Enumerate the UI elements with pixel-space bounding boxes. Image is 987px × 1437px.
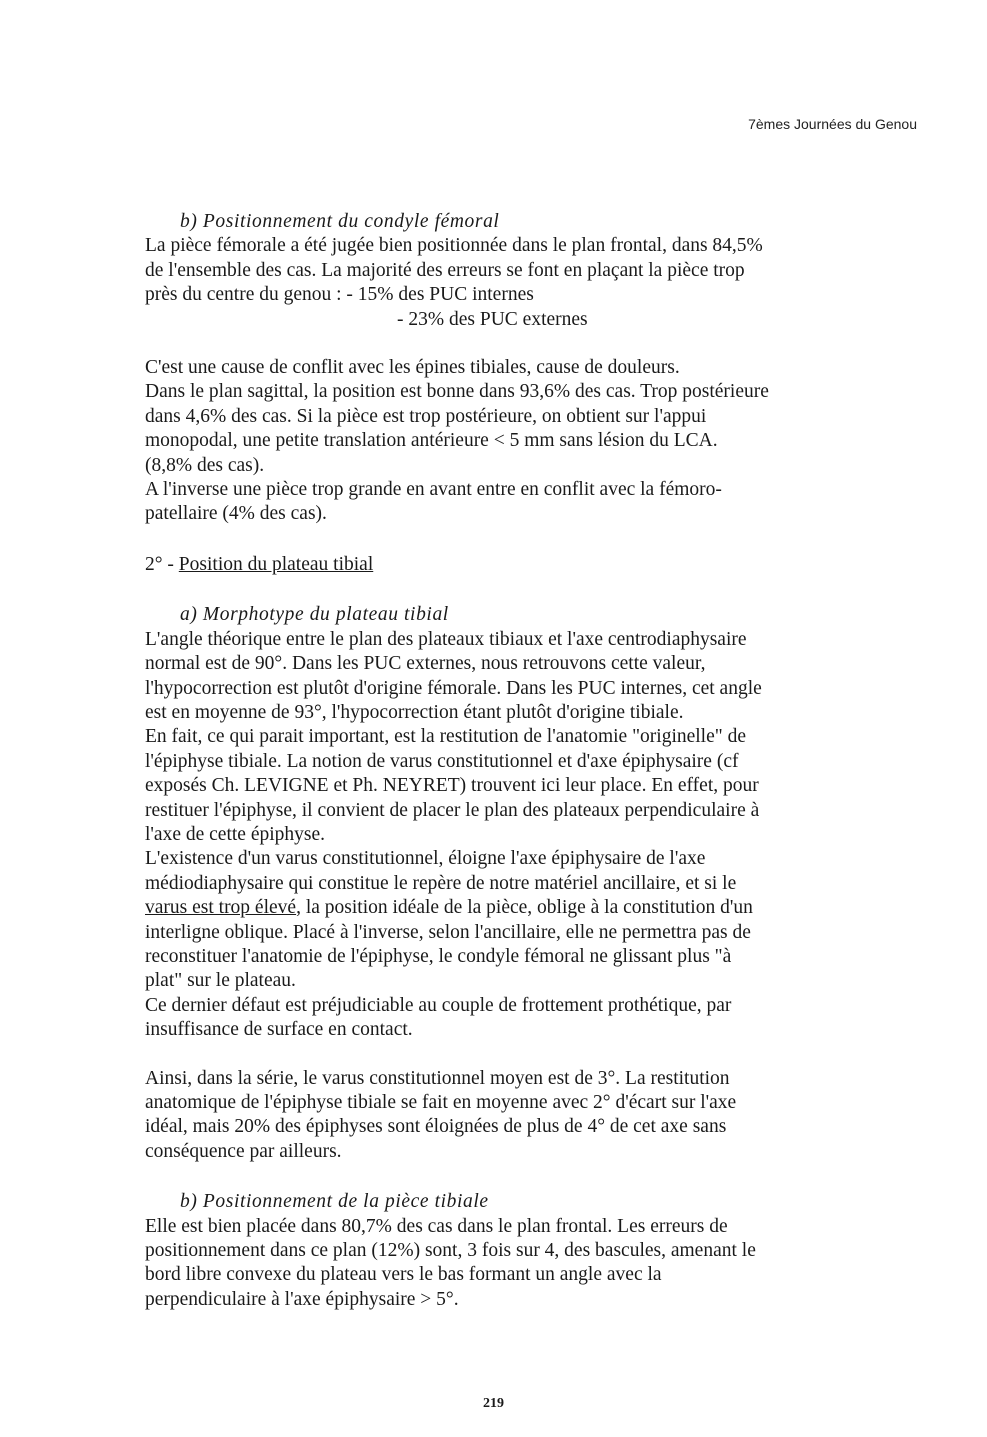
paragraph-condyle-sagittal [145, 356, 917, 527]
document-body [145, 210, 917, 1312]
text-line: Dans le plan sagittal, la position est bonne dans 93,6% des cas. Trop postérieure [145, 381, 769, 403]
text-line: l'axe de cette épiphyse. [145, 823, 326, 845]
text-line: de l'ensemble des cas. La majorité des erreurs se font en plaçant la pièce trop [145, 259, 745, 281]
text-line: patellaire (4% des cas). [145, 503, 327, 525]
text-line: monopodal, une petite translation antérieure < 5 mm sans lésion du LCA. [145, 430, 718, 452]
text-line: C'est une cause de conflit avec les épines tibiales, cause de douleurs. [145, 357, 680, 379]
text-line: normal est de 90°. Dans les PUC externes, nous retrouvons cette valeur, [145, 653, 706, 675]
subsection-heading-morphotype: a) Morphotype du plateau tibial [180, 604, 449, 626]
list-item: - 23% des PUC externes [397, 308, 588, 330]
text-line: est en moyenne de 93°, l'hypocorrection étant plutôt d'origine tibiale. [145, 701, 684, 723]
section-heading-plateau [145, 553, 917, 577]
running-header: 7èmes Journées du Genou [748, 116, 917, 132]
subsection-heading-condyle: b) Positionnement du condyle fémoral [180, 211, 500, 232]
text-line: médiodiaphysaire qui constitue le repère de notre matériel ancillaire, et si le [145, 872, 737, 894]
underlined-phrase: varus est trop élevé [145, 897, 297, 919]
text-line: Ainsi, dans la série, le varus constitutionnel moyen est de 3°. La restitution [145, 1067, 730, 1089]
text-line: conséquence par ailleurs. [145, 1140, 342, 1162]
text-line: près du centre du genou : - 15% des PUC internes [145, 284, 534, 306]
text-line: interligne oblique. Placé à l'inverse, selon l'ancillaire, elle ne permettra pas de [145, 921, 751, 943]
text-line: anatomique de l'épiphyse tibiale se fait en moyenne avec 2° d'écart sur l'axe [145, 1092, 737, 1113]
text-line: L'existence d'un varus constitutionnel, éloigne l'axe épiphysaire de l'axe [145, 848, 706, 870]
text-line: restituer l'épiphyse, il convient de placer le plan des plateaux perpendiculaire à [145, 799, 760, 821]
text-line: plat" sur le plateau. [145, 970, 296, 992]
text-line: perpendiculaire à l'axe épiphysaire > 5°. [145, 1288, 459, 1310]
text-line: exposés Ch. LEVIGNE et Ph. NEYRET) trouvent ici leur place. En effet, pour [145, 775, 759, 797]
text-line: Ce dernier défaut est préjudiciable au couple de frottement prothétique, par [145, 994, 732, 1016]
section-title: Position du plateau tibial [178, 553, 374, 575]
text-line: l'épiphyse tibiale. La notion de varus constitutionnel et d'axe épiphysaire (cf [145, 750, 739, 772]
text-line: L'angle théorique entre le plan des plateaux tibiaux et l'axe centrodiaphysaire [145, 628, 747, 650]
text-line [145, 896, 917, 920]
text-line: dans 4,6% des cas. Si la pièce est trop postérieure, on obtient sur l'appui [145, 405, 707, 427]
text-line: idéal, mais 20% des épiphyses sont éloignées de plus de 4° de cet axe sans [145, 1116, 727, 1138]
text-line: A l'inverse une pièce trop grande en avant entre en conflit avec la fémoro- [145, 479, 722, 501]
text-line: La pièce fémorale a été jugée bien positionnée dans le plan frontal, dans 84,5% [145, 235, 763, 257]
paragraph-condyle-frontal [145, 234, 917, 332]
text-line: bord libre convexe du plateau vers le bas formant un angle avec la [145, 1264, 662, 1286]
text-segment: , la position idéale de la pièce, oblige à la constitution d'un [296, 897, 753, 919]
text-line: (8,8% des cas). [145, 454, 265, 476]
paragraph-morphotype [145, 628, 917, 1043]
text-line: insuffisance de surface en contact. [145, 1019, 413, 1041]
section-number: 2° - [145, 553, 179, 575]
text-line: Elle est bien placée dans 80,7% des cas dans le plan frontal. Les erreurs de [145, 1215, 728, 1237]
paragraph-series-results [145, 1067, 917, 1165]
text-line: reconstituer l'anatomie de l'épiphyse, le condyle fémoral ne glissant plus "à [145, 945, 732, 967]
paragraph-tibial-piece [145, 1215, 917, 1313]
subsection-heading-tibial-piece: b) Positionnement de la pièce tibiale [180, 1191, 489, 1213]
page-number: 219 [483, 1396, 504, 1411]
text-line: l'hypocorrection est plutôt d'origine fémorale. Dans les PUC internes, cet angle [145, 677, 762, 699]
text-line: positionnement dans ce plan (12%) sont, 3 fois sur 4, des bascules, amenant le [145, 1240, 756, 1262]
text-line: En fait, ce qui parait important, est la restitution de l'anatomie "originelle" de [145, 726, 746, 748]
